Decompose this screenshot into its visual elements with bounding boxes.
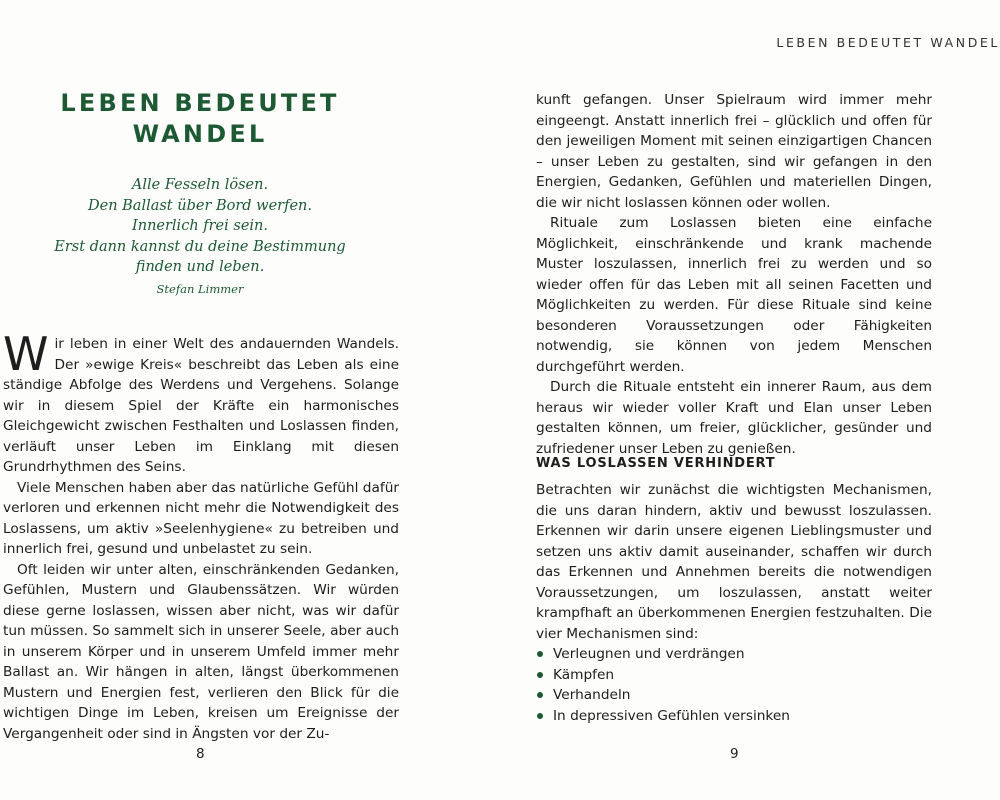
paragraph: kunft gefangen. Unser Spielraum wird immer mehr eingeengt. Anstatt innerlich frei – glücklich und offen für den jeweiligen Moment mit seinen einzigartigen Chancen – unser Leben zu gestalten, sind wir gefangen in den Energien, Gedanken, Gefühlen und materiellen Dingen, die wir nicht loslassen können oder wollen. <box>536 92 932 211</box>
paragraph <box>3 327 399 478</box>
chapter-title: LEBEN BEDEUTET WANDEL <box>60 89 340 148</box>
page-number: 8 <box>196 746 205 762</box>
section-body-text <box>536 480 932 726</box>
list-item <box>536 665 932 686</box>
list-item <box>536 706 932 727</box>
list-item-text: Kämpfen <box>553 666 615 683</box>
paragraph-text: ir leben in einer Welt des andauernden Wandels. Der »ewige Kreis« beschreibt das Leben als eine ständige Abfolge des Werdens und Vergehens. Solange wir in diesem Spiel der Kräfte ein harmonisches Gleichgewicht zwischen Festhalten und Loslassen finden, verläuft unser Leben im Einklang mit diesen Grundrhythmen des Seins. <box>3 336 399 475</box>
list-item <box>536 644 932 665</box>
epigraph-author: Stefan Limmer <box>156 281 244 296</box>
epigraph-line: Innerlich frei sein. <box>132 218 268 235</box>
paragraph: Durch die Rituale entsteht ein innerer Raum, aus dem heraus wir wieder voller Kraft und Elan unser Leben gestalten können, um freier, glücklicher, gesünder und zufriedener unser Leben zu genießen. <box>536 379 932 457</box>
list-item-text: In depressiven Gefühlen versinken <box>553 707 790 724</box>
epigraph-line: finden und leben. <box>135 259 265 276</box>
paragraph: Viele Menschen haben aber das natürliche Gefühl dafür verloren und erkennen nicht mehr die Notwendigkeit des Loslassens, um aktiv »Seelenhygiene« zu betreiben und innerlich frei, gesund und unbelastet zu sein. <box>3 479 399 557</box>
list-item-text: Verhandeln <box>553 687 631 703</box>
drop-cap: W <box>3 327 49 381</box>
epigraph-line: Alle Fesseln lösen. <box>131 177 269 193</box>
running-head: LEBEN BEDEUTET WANDEL <box>776 35 1000 50</box>
epigraph-line: Erst dann kannst du deine Bestimmung <box>54 238 346 255</box>
list-item-text: Verleugnen und verdrängen <box>553 646 745 662</box>
right-body-text <box>536 90 932 459</box>
epigraph <box>0 175 400 299</box>
paragraph: Oft leiden wir unter alten, einschränkenden Gedanken, Gefühlen, Mustern und Glaubenssätzen. Wir würden diese gerne loslassen, wissen aber nicht, was wir dafür tun müssen. So sammelt sich in unserer Seele, aber auch in unserem Körper und in unserem Umfeld immer mehr Ballast an. Wir hängen in alten, längst überkommenen Mustern und Energien fest, verlieren den Blick für die wichtigen Dinge im Leben, kreisen um Ereignisse der Vergangenheit oder sind in Ängsten vor der Zu- <box>3 561 399 742</box>
bullet-icon <box>537 672 543 678</box>
section-heading: WAS LOSLASSEN VERHINDERT <box>536 456 776 471</box>
bullet-icon <box>537 713 543 719</box>
page-number: 9 <box>730 746 739 762</box>
left-body-text <box>3 327 399 744</box>
list-item <box>536 685 932 706</box>
paragraph: Rituale zum Loslassen bieten eine einfache Möglichkeit, einschränkende und krank machende Muster loszulassen, innerlich frei zu werden und so wieder offen für das Leben mit all seinen Facetten und Möglichkeiten zu werden. Für diese Rituale sind keine besonderen Voraussetzungen oder Fähigkeiten notwendig, sie können von jedem Menschen durchgeführt werden. <box>536 215 932 375</box>
bullet-list <box>536 644 932 726</box>
bullet-icon <box>537 692 543 698</box>
epigraph-line: Den Ballast über Bord werfen. <box>87 197 313 214</box>
right-page <box>500 0 1000 800</box>
bullet-icon <box>537 651 543 657</box>
paragraph: Betrachten wir zunächst die wichtigsten Mechanismen, die uns daran hindern, aktiv und bewusst loszulassen. Erkennen wir darin unsere eigenen Lieblingsmuster und setzen uns aktiv damit auseinander, schaffen wir durch das Erkennen und Annehmen bereits die notwendigen Voraussetzungen, um loszulassen, anstatt weiter krampfhaft an überkommenen Energien festzuhalten. Die vier Mechanismen sind: <box>536 482 932 642</box>
